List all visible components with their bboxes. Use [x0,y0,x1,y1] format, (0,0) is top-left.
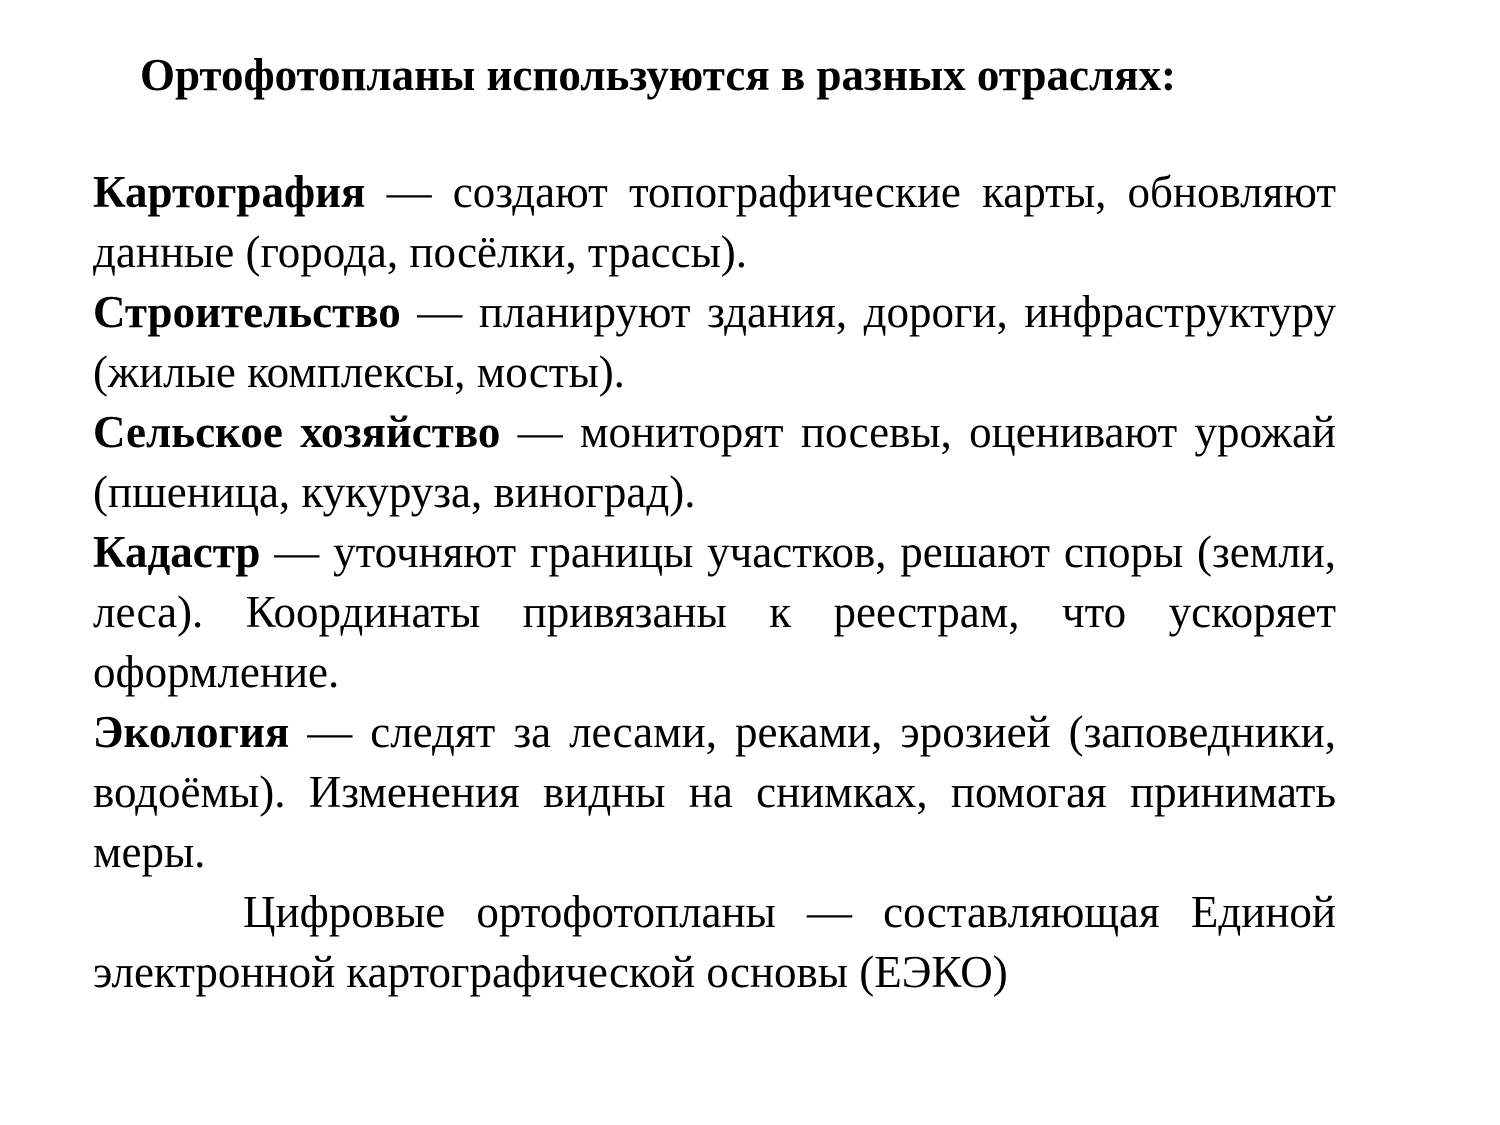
slide-body [93,162,1336,1002]
paragraph-cartography [93,162,1336,282]
term-ecology: Экология [93,707,290,757]
slide-title: Ортофотопланы используются в разных отраслях: [140,50,1177,100]
term-construction: Строительство [93,287,401,337]
term-cadastre: Кадастр [93,527,261,577]
paragraph-conclusion: Цифровые ортофотопланы — составляющая Единой электронной картографической основы (ЕЭКО) [93,887,1336,997]
description-ecology: — следят за лесами, реками, эрозией (заповедники, водоёмы). Изменения видны на снимках, помогая принимать меры. [93,707,1336,877]
description-cadastre: — уточняют границы участков, решают споры (земли, леса). Координаты привязаны к реестрам, что ускоряет оформление. [93,527,1336,697]
paragraph-construction [93,282,1336,402]
description-construction: — планируют здания, дороги, инфраструктуру (жилые комплексы, мосты). [93,287,1336,397]
term-cartography: Картография [93,167,366,217]
paragraph-agriculture [93,402,1336,522]
description-cartography: — создают топографические карты, обновляют данные (города, посёлки, трассы). [93,167,1336,277]
paragraph-ecology [93,702,1336,882]
paragraph-cadastre [93,522,1336,702]
term-agriculture: Сельское хозяйство [93,407,501,457]
description-agriculture: — мониторят посевы, оценивают урожай (пшеница, кукуруза, виноград). [93,407,1336,517]
